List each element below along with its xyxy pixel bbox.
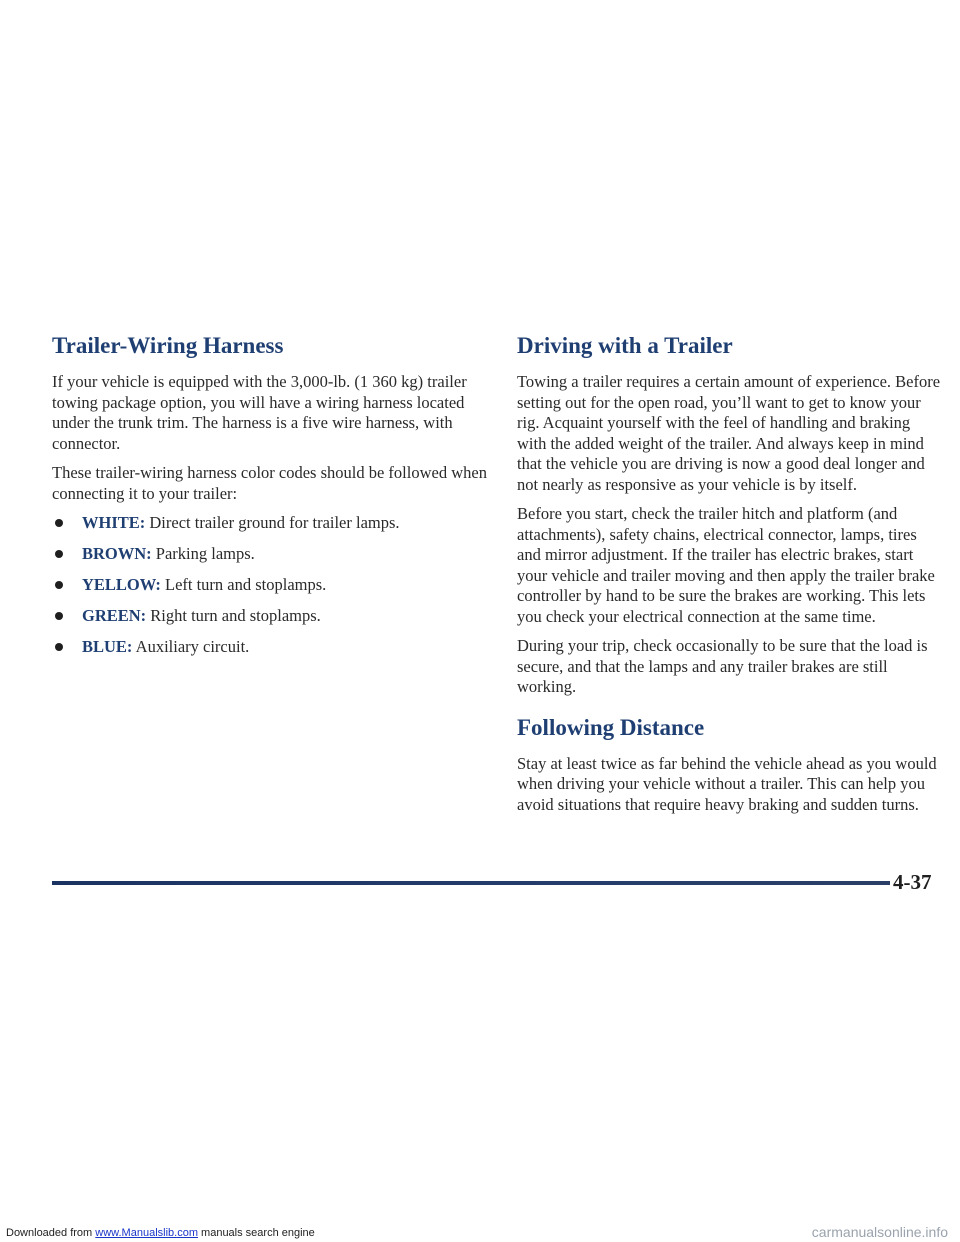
bullet-icon (55, 550, 63, 558)
color-code-description: Auxiliary circuit. (135, 637, 250, 656)
bullet-icon (55, 643, 63, 651)
left-column (52, 330, 492, 668)
watermark-text: carmanualsonline.info (811, 1224, 948, 1240)
following-distance-paragraph: Stay at least twice as far behind the vehicle ahead as you would when driving your vehicle without a trailer. This can help you avoid situations that require heavy braking and sudden turns. (517, 753, 937, 814)
color-code-term: GREEN: (82, 606, 147, 625)
towing-experience-paragraph: Towing a trailer requires a certain amount of experience. Before setting out for the open road, you’ll want to get to know your rig. Acquaint yourself with the feel of handling and braking with the added weight of the trailer. And always keep in mind that the vehicle you are driving is now a good deal longer and not nearly as responsive as your vehicle is by itself. (517, 372, 941, 494)
color-code-description: Direct trailer ground for trailer lamps. (149, 513, 400, 532)
trailer-wiring-heading: Trailer-Wiring Harness (52, 333, 284, 358)
bullet-icon (55, 581, 63, 589)
color-codes-paragraph: These trailer-wiring harness color codes should be followed when connecting it to your trailer: (52, 463, 487, 503)
right-column (517, 330, 942, 824)
manualslib-link[interactable]: www.Manualslib.com (95, 1227, 198, 1239)
list-item (52, 637, 492, 658)
bullet-icon (55, 519, 63, 527)
wiring-intro-paragraph: If your vehicle is equipped with the 3,000-lb. (1 360 kg) trailer towing package option, you will have a wiring harness located under the trunk trim. The harness is a five wire harness, with connector. (52, 372, 467, 453)
page-footer-rule (52, 881, 890, 885)
color-code-term: YELLOW: (82, 575, 161, 594)
list-item (52, 606, 492, 627)
driving-with-trailer-heading: Driving with a Trailer (517, 333, 733, 358)
list-item (52, 575, 492, 596)
color-code-term: WHITE: (82, 513, 146, 532)
footer-suffix: manuals search engine (197, 1227, 315, 1239)
color-code-list (52, 513, 492, 658)
during-trip-paragraph: During your trip, check occasionally to be sure that the load is secure, and that the lamps and any trailer brakes are still working. (517, 636, 928, 696)
color-code-description: Right turn and stoplamps. (150, 606, 321, 625)
color-code-description: Parking lamps. (155, 544, 255, 563)
download-footer (6, 1226, 315, 1240)
list-item (52, 544, 492, 565)
footer-prefix: Downloaded from (6, 1227, 96, 1239)
list-item (52, 513, 492, 534)
color-code-term: BLUE: (82, 637, 133, 656)
following-distance-heading: Following Distance (517, 714, 705, 740)
color-code-term: BROWN: (82, 544, 152, 563)
before-you-start-paragraph: Before you start, check the trailer hitch and platform (and attachments), safety chains, electrical connector, lamps, tires and mirror adjustment. If the trailer has electric brakes, start your vehicle and trailer moving and then apply the trailer brake controller by hand to be sure the brakes are working. This lets you check your electrical connection at the same time. (517, 504, 935, 626)
page-number: 4-37 (893, 870, 932, 894)
color-code-description: Left turn and stoplamps. (164, 575, 327, 594)
bullet-icon (55, 612, 63, 620)
